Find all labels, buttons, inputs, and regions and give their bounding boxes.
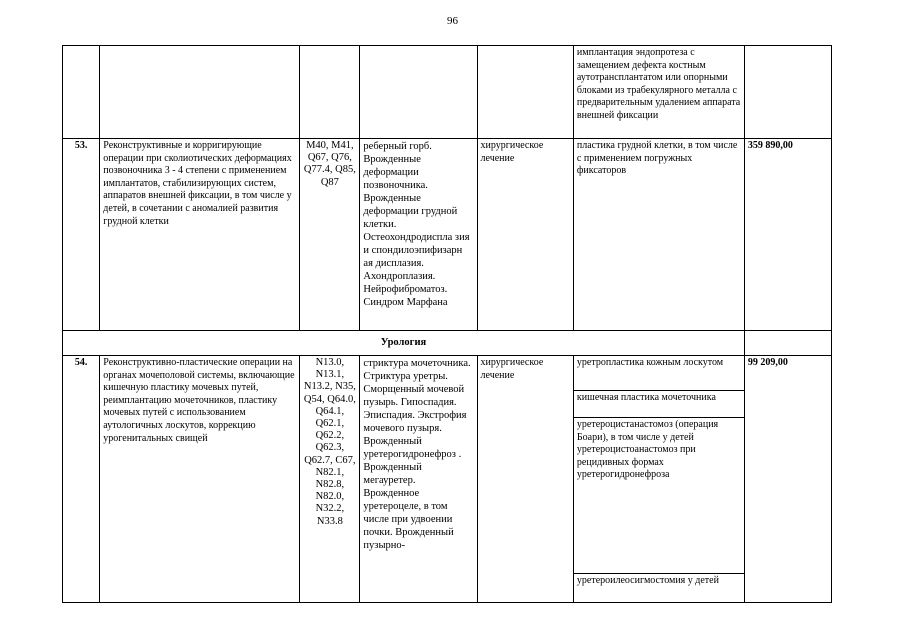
cell-codes <box>300 46 360 139</box>
section-empty-cell <box>744 331 831 356</box>
method-item: уретропластика кожным лоскутом <box>574 356 744 391</box>
service-name: Реконструктивные и корригирующие операции при сколиотических деформациях позвоночника 3 - 4 степени с применением имплантатов, стабилизирующих систем, аппаратов внешней фиксации, в том числе у детей, в сочетании с аномалией развития грудной клетки <box>100 139 300 331</box>
cell-name <box>100 46 300 139</box>
icd-codes: N13.0, N13.1, N13.2, N35, Q54, Q64.0, Q64.1, Q62.1, Q62.2, Q62.3, Q62.7, C67, N82.1, N82.8, N82.0, N32.2, N33.8 <box>300 356 360 603</box>
price: 359 890,00 <box>744 139 831 331</box>
treatment-type: хирургическое лечение <box>477 356 573 603</box>
treatment-method: пластика грудной клетки, в том числе с применением погружных фиксаторов <box>573 139 744 331</box>
services-table <box>62 45 832 603</box>
cell-price <box>744 46 831 139</box>
section-row <box>63 331 832 356</box>
table-row-53 <box>63 139 832 331</box>
row-number: 53. <box>63 139 100 331</box>
cell-num <box>63 46 100 139</box>
table-row-continuation <box>63 46 832 139</box>
page-number: 96 <box>447 15 458 27</box>
price: 99 209,00 <box>744 356 831 603</box>
patient-model: реберный горб. Врожденные деформации позвоночника. Врожденные деформации грудной клетки. Остеохондродиспла зия и спондилоэпифизарн ая дисплазия. Ахондроплазия. Нейрофиброматоз. Синдром Марфана <box>360 139 477 331</box>
treatment-methods <box>573 356 744 603</box>
method-item: кишечная пластика мочеточника <box>574 391 744 418</box>
patient-model: стриктура мочеточника. Стриктура уретры. Сморщенный мочевой пузырь. Гипоспадия. Эписпадия. Экстрофия мочевого пузыря. Врожденный уретерогидронефроз . Врожденный мегауретер. Врожденное уретероцеле, в том числе при удвоении почки. Врожденный пузырно- <box>360 356 477 603</box>
method-item: уретероилеосигмостомия у детей <box>576 575 719 586</box>
treatment-type: хирургическое лечение <box>477 139 573 331</box>
method-item: уретероцистанастомоз (операция Боари), в том числе у детей уретероцистоанастомоз при рецидивных формах уретерогидронефроза <box>574 418 744 574</box>
cell-method: имплантация эндопротеза с замещением дефекта костным аутотрансплантатом или опорными блоками из трабекулярного металла с предварительным удалением аппарата внешней фиксации <box>573 46 744 139</box>
cell-treatment <box>477 46 573 139</box>
service-name: Реконструктивно-пластические операции на органах мочеполовой системы, включающие кишечную пластику мочевых путей, реимплантацию мочеточников, пластику мочевых путей с использованием аутологичных лоскутов, коррекцию урогенитальных свищей <box>100 356 300 603</box>
icd-codes: M40, M41, Q67, Q76, Q77.4, Q85, Q87 <box>300 139 360 331</box>
row-number: 54. <box>63 356 100 603</box>
section-title: Урология <box>63 331 745 356</box>
cell-model <box>360 46 477 139</box>
table-row-54 <box>63 356 832 603</box>
